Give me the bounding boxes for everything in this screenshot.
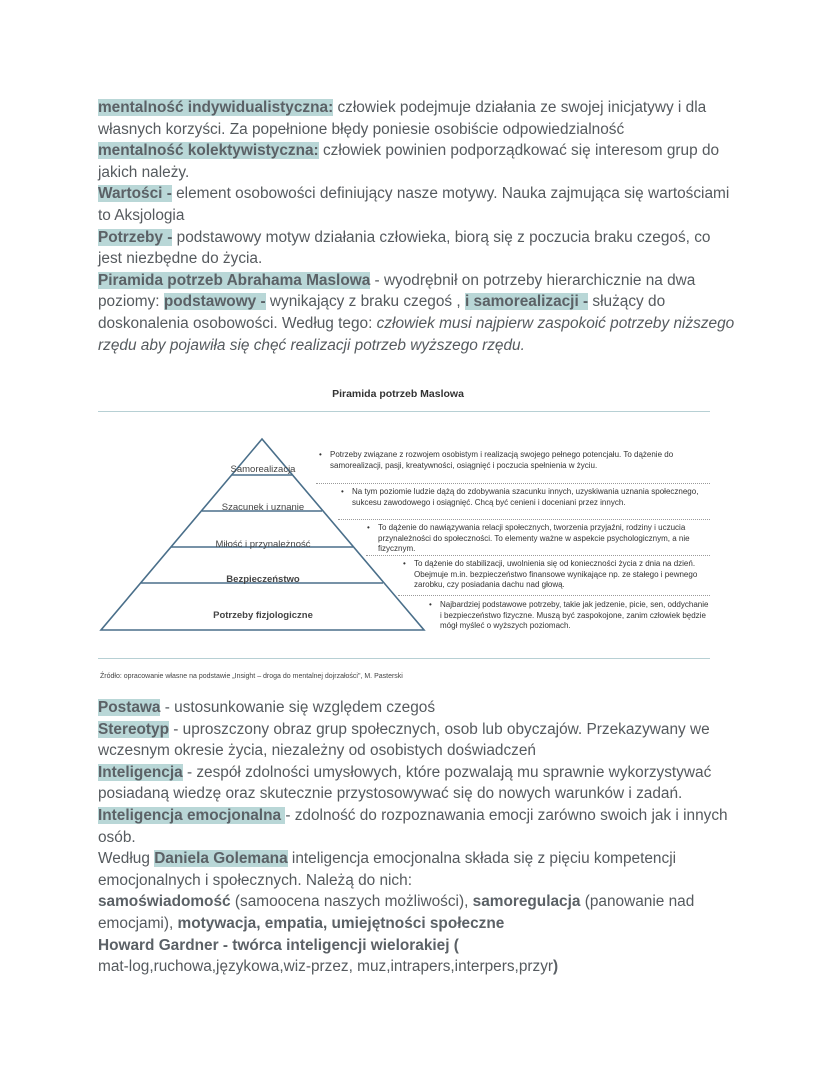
- term-individualistic-mentality: mentalność indywidualistyczna:: [98, 99, 334, 116]
- closing-paren: ): [553, 958, 559, 976]
- term-motivation: motywacja: [177, 914, 257, 932]
- definition-text: (samoocena naszych możliwości),: [230, 893, 473, 911]
- description-safety: • To dążenie do stabilizacji, uwolnienia się od konieczności życia z dnia na dzień. Obejmuje m.in. bezpieczeństwo finansowe wynikające np. ze stałego i pewnego zarobku, czy posiadania dachu nad głową.: [414, 559, 710, 591]
- definition-text: Według: [98, 850, 155, 868]
- pyramid-level-esteem: Szacunek i uznanie: [221, 502, 305, 513]
- pyramid-level-safety: Bezpieczeństwo: [226, 574, 300, 585]
- paragraph-gardner: [98, 935, 738, 957]
- term-needs: Potrzeby -: [98, 228, 173, 246]
- pyramid-level-self-realization: Samorealizacja: [230, 464, 296, 475]
- term-empathy-social-skills: empatia, umiejętności społeczne: [264, 914, 505, 932]
- term-self-regulation: samoregulacja: [472, 893, 581, 911]
- separator-text: ,: [256, 914, 265, 932]
- definition-text: - zdolność do rozpoznawania emocji zarówno swoich jak i innych osób.: [98, 806, 728, 846]
- definition-text: - wyodrębnił on potrzeby hierarchicznie na dwa poziomy:: [98, 271, 696, 311]
- figure-top-rule: [98, 411, 710, 412]
- paragraph-stereotype: [98, 719, 738, 762]
- notes-bottom-section: [98, 697, 738, 978]
- term-goleman: Daniela Golemana: [154, 850, 288, 868]
- dotted-separator: [338, 519, 710, 520]
- definition-text: - uproszczony obraz grup społecznych, osob lub obyczajów. Przekazywany we wczesnym okresie życia, niezależny od osobistych doświadczeń: [98, 720, 710, 760]
- definition-text: służący do doskonalenia osobowości. Według tego:: [98, 293, 666, 332]
- description-love-belonging: • To dążenie do nawiązywania relacji społecznych, tworzenia przyjaźni, rodziny i uczucia przynależności do społeczności. To elementy ważne w aspekcie psychologicznym, a nie fizycznym.: [378, 523, 708, 555]
- notes-top-section: [98, 97, 738, 356]
- term-emotional-intelligence: Inteligencja emocjonalna: [98, 806, 286, 824]
- description-esteem: • Na tym poziomie ludzie dążą do zdobywania szacunku innych, uzyskiwania uznania społecznego, sukcesu zawodowego i osiągnięć. Chcą być cenieni i doceniani przez innych.: [352, 487, 704, 508]
- term-intelligence: Inteligencja: [98, 763, 183, 781]
- term-maslow-pyramid: Piramida potrzeb Abrahama Maslowa: [98, 271, 371, 289]
- definition-text: - ustosunkowanie się względem czegoś: [160, 699, 436, 716]
- definition-text: inteligencja emocjonalna składa się z pięciu kompetencji emocjonalnych i społecznych. Należą do nich:: [98, 850, 677, 889]
- term-self-realization: i samorealizacji -: [464, 293, 589, 311]
- term-values: Wartości -: [98, 185, 172, 203]
- definition-text: element osobowości definiujący nasze motywy. Nauka zajmująca się wartościami to Aksjologia: [98, 185, 730, 224]
- description-physiological: • Najbardziej podstawowe potrzeby, takie jak jedzenie, picie, sen, oddychanie i bezpieczeństwo fizyczne. Muszą być zaspokojone, zanim człowiek będzie mógł myśleć o wyższych poziomach.: [440, 600, 710, 632]
- definition-text: - zespół zdolności umysłowych, które pozwalają mu sprawnie wykorzystywać posiadaną wiedzę oraz skutecznie przystosowywać się do nowych warunków i zadań.: [98, 763, 712, 803]
- term-collectivist-mentality: mentalność kolektywistyczna:: [98, 142, 319, 160]
- paragraph-goleman: [98, 848, 738, 891]
- maslow-pyramid-figure: [98, 384, 713, 684]
- definition-text: człowiek podejmuje działania ze swojej inicjatywy i dla własnych korzyści. Za popełnione błędy poniesie osobiście odpowiedzialność: [98, 99, 707, 138]
- term-basic: podstawowy -: [163, 293, 266, 311]
- definition-text: człowiek powinien podporządkować się interesom grup do jakich należy.: [98, 142, 720, 181]
- intelligences-list: mat-log,ruchowa,językowa,wiz-przez, muz,intrapers,interpers,przyr: [98, 958, 554, 976]
- paragraph-intelligence: [98, 762, 738, 805]
- paragraph-needs: [98, 227, 738, 270]
- paragraph-individualistic-mentality: [98, 97, 738, 140]
- italic-conclusion: człowiek musi najpierw zaspokoić potrzeby niższego rzędu aby pojawiła się chęć realizacji potrzeb wyższego rzędu.: [98, 314, 735, 354]
- term-self-awareness: samoświadomość: [98, 893, 231, 911]
- paragraph-emotional-intelligence: [98, 805, 738, 848]
- figure-title: Piramida potrzeb Maslowa: [332, 388, 464, 400]
- paragraph-collectivist-mentality: [98, 140, 738, 183]
- description-self-realization: • Potrzeby związane z rozwojem osobistym i realizacją swojego pełnego potencjału. To dążenie do samorealizacji, pasji, kreatywności, osiągnięć i poczucia spełnienia w życiu.: [330, 450, 690, 471]
- term-gardner: Howard Gardner - twórca inteligencji wielorakiej (: [98, 936, 459, 954]
- paragraph-attitude: [98, 697, 738, 719]
- term-stereotype: Stereotyp: [98, 720, 169, 738]
- paragraph-maslow: [98, 270, 738, 356]
- dotted-separator: [366, 555, 710, 556]
- figure-bottom-rule: [98, 658, 710, 659]
- figure-source: Źródło: opracowanie własne na podstawie „Insight – droga do mentalnej dojrzałości", M. Pasterski: [100, 673, 403, 680]
- pyramid-level-love-belonging: Miłość i przynależność: [215, 539, 311, 550]
- definition-text: (panowanie nad emocjami),: [98, 893, 695, 932]
- definition-text: podstawowy motyw działania człowieka, biorą się z poczucia braku czegoś, co jest niezbędne do życia.: [98, 228, 711, 268]
- dotted-separator: [316, 483, 710, 484]
- dotted-separator: [398, 595, 710, 596]
- pyramid-level-physiological: Potrzeby fizjologiczne: [213, 610, 313, 621]
- paragraph-competencies: [98, 891, 738, 934]
- paragraph-gardner-list: [98, 956, 738, 978]
- definition-text: wynikający z braku czegoś ,: [265, 293, 465, 311]
- term-attitude: Postawa: [98, 699, 161, 716]
- paragraph-values: [98, 183, 738, 226]
